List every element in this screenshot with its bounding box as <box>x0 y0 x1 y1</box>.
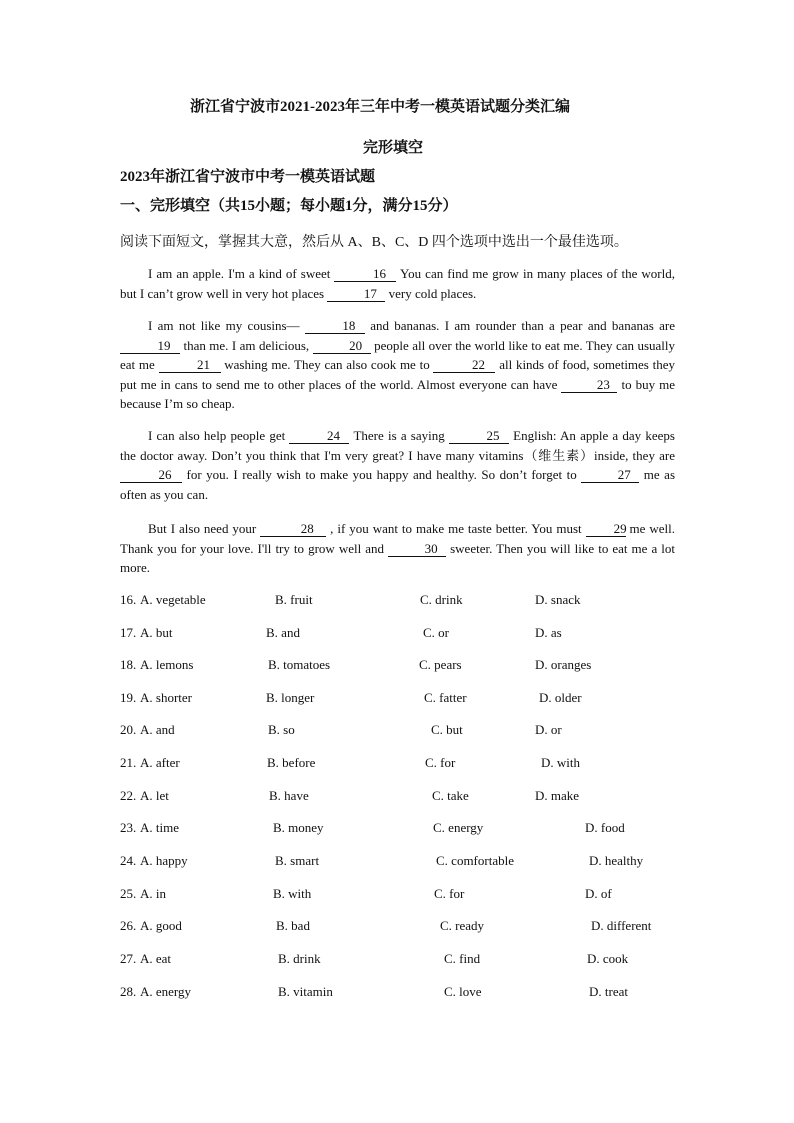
blank-24: 24 <box>289 428 349 444</box>
question-number: 27. <box>120 951 137 966</box>
passage-text: English: An apple a day keeps the doctor away. Don’t you think that I'm very great? I have many vitamins（维生素）inside, they are <box>120 428 675 463</box>
passage-text: You can find me grow in many places of the world, but I can’t grow well in very hot places <box>120 266 676 301</box>
passage-paragraph-1 <box>120 264 675 303</box>
option-a: A. time <box>140 820 179 835</box>
blank-16: 16 <box>334 266 396 282</box>
passage-text: all kinds of food, sometimes they put me in cans to send me to other places of the world. Almost everyone can have <box>120 357 675 392</box>
option-c: C. but <box>431 722 463 737</box>
option-a: A. happy <box>140 853 188 868</box>
option-b: B. before <box>267 755 316 770</box>
document-title: 浙江省宁波市2021-2023年三年中考一模英语试题分类汇编 <box>190 99 570 115</box>
blank-29: 29 <box>586 521 626 537</box>
section-subtitle: 完形填空 <box>363 140 424 156</box>
option-c: C. fatter <box>424 690 467 705</box>
passage-text: for you. I really wish to make you happy and healthy. So don’t forget to <box>182 467 582 482</box>
option-c: C. find <box>444 951 481 966</box>
question-number: 18. <box>120 657 137 672</box>
passage-text: me well. Thank you for your love. I'll try to grow well and <box>120 521 675 556</box>
option-a: A. vegetable <box>140 592 206 607</box>
option-b: B. tomatoes <box>268 657 331 672</box>
blank-26: 26 <box>120 467 182 483</box>
option-d: D. food <box>585 820 625 835</box>
blank-21: 21 <box>159 357 221 373</box>
option-a: A. and <box>140 722 175 737</box>
option-d: D. older <box>539 690 582 705</box>
passage-text: to buy me because I’m so cheap. <box>120 376 676 411</box>
option-a: A. lemons <box>140 657 194 672</box>
passage-text: sweeter. Then you will like to eat me a lot more. <box>120 540 675 575</box>
question-number: 26. <box>120 918 137 933</box>
question-number: 28. <box>120 984 137 999</box>
option-a: A. in <box>140 886 166 901</box>
option-c: C. drink <box>420 592 463 607</box>
option-c: C. energy <box>433 820 484 835</box>
passage-paragraph-4 <box>120 519 675 578</box>
passage-text: and bananas. I am rounder than a pear and bananas are <box>364 318 675 333</box>
option-b: B. money <box>273 820 324 835</box>
blank-22: 22 <box>433 357 495 373</box>
option-d: D. healthy <box>589 853 644 868</box>
option-a: A. eat <box>140 951 172 966</box>
option-b: B. longer <box>266 690 315 705</box>
passage-text: , if you want to make me taste better. You must <box>326 521 586 536</box>
blank-19: 19 <box>120 338 180 354</box>
option-a: A. but <box>140 625 173 640</box>
passage-text: than me. I am delicious, <box>180 337 313 353</box>
instruction-text: 阅读下面短文，掌握其大意，然后从 A、B、C、D 四个选项中选出一个最佳选项。 <box>120 235 628 250</box>
option-d: D. snack <box>535 592 581 607</box>
option-c: C. take <box>432 788 469 803</box>
option-c: C. ready <box>440 918 485 933</box>
option-d: D. oranges <box>535 657 592 672</box>
option-b: B. vitamin <box>278 984 333 999</box>
blank-25: 25 <box>449 428 509 444</box>
option-c: C. or <box>423 625 449 640</box>
passage-paragraph-2 <box>120 316 675 414</box>
blank-28: 28 <box>260 521 326 537</box>
option-b: B. and <box>266 625 300 640</box>
option-a: A. after <box>140 755 180 770</box>
question-number: 17. <box>120 625 137 640</box>
passage-text: I am an apple. I'm a kind of sweet <box>148 266 335 281</box>
option-c: C. comfortable <box>436 853 514 868</box>
option-d: D. cook <box>587 951 629 966</box>
passage-text: But I also need your <box>148 521 261 536</box>
question-number: 24. <box>120 853 137 868</box>
question-number: 21. <box>120 755 137 770</box>
blank-23: 23 <box>561 377 617 393</box>
option-d: D. treat <box>589 984 628 999</box>
option-a: A. good <box>140 918 182 933</box>
passage-paragraph-3 <box>120 426 675 504</box>
option-d: D. make <box>535 788 580 803</box>
blank-20: 20 <box>313 338 371 354</box>
option-b: B. drink <box>278 951 321 966</box>
passage-text: very cold places. <box>385 285 477 301</box>
passage-text: I can also help people get <box>148 428 290 443</box>
option-a: A. energy <box>140 984 192 999</box>
option-a: A. shorter <box>140 690 192 705</box>
option-b: B. have <box>269 788 309 803</box>
option-d: D. with <box>541 755 580 770</box>
question-number: 23. <box>120 820 137 835</box>
question-number: 25. <box>120 886 137 901</box>
option-c: C. pears <box>419 657 462 672</box>
blank-27: 27 <box>581 467 639 483</box>
option-d: D. or <box>535 722 562 737</box>
option-d: D. of <box>585 886 612 901</box>
option-c: C. for <box>425 755 456 770</box>
question-number: 20. <box>120 722 137 737</box>
passage-text: washing me. They can also cook me to <box>220 357 434 372</box>
blank-18: 18 <box>305 318 365 334</box>
option-b: B. with <box>273 886 312 901</box>
question-number: 19. <box>120 690 137 705</box>
option-c: C. for <box>434 886 465 901</box>
blank-17: 17 <box>327 286 385 302</box>
option-c: C. love <box>444 984 482 999</box>
option-b: B. smart <box>275 853 320 868</box>
question-number: 16. <box>120 592 137 607</box>
option-d: D. as <box>535 625 562 640</box>
option-b: B. fruit <box>275 592 313 607</box>
question-number: 22. <box>120 788 137 803</box>
passage-text: me as often as you can. <box>120 467 675 502</box>
option-d: D. different <box>591 918 652 933</box>
option-b: B. bad <box>276 918 310 933</box>
section-heading: 一、完形填空（共15小题；每小题1分，满分15分） <box>120 198 458 214</box>
option-b: B. so <box>268 722 295 737</box>
passage-text: I am not like my cousins— <box>148 318 305 333</box>
option-a: A. let <box>140 788 169 803</box>
passage-text: people all over the world like to eat me. They can usually eat me <box>120 337 675 372</box>
blank-30: 30 <box>388 541 446 557</box>
exam-heading: 2023年浙江省宁波市中考一模英语试题 <box>120 169 376 185</box>
passage-text: There is a saying <box>349 428 449 443</box>
